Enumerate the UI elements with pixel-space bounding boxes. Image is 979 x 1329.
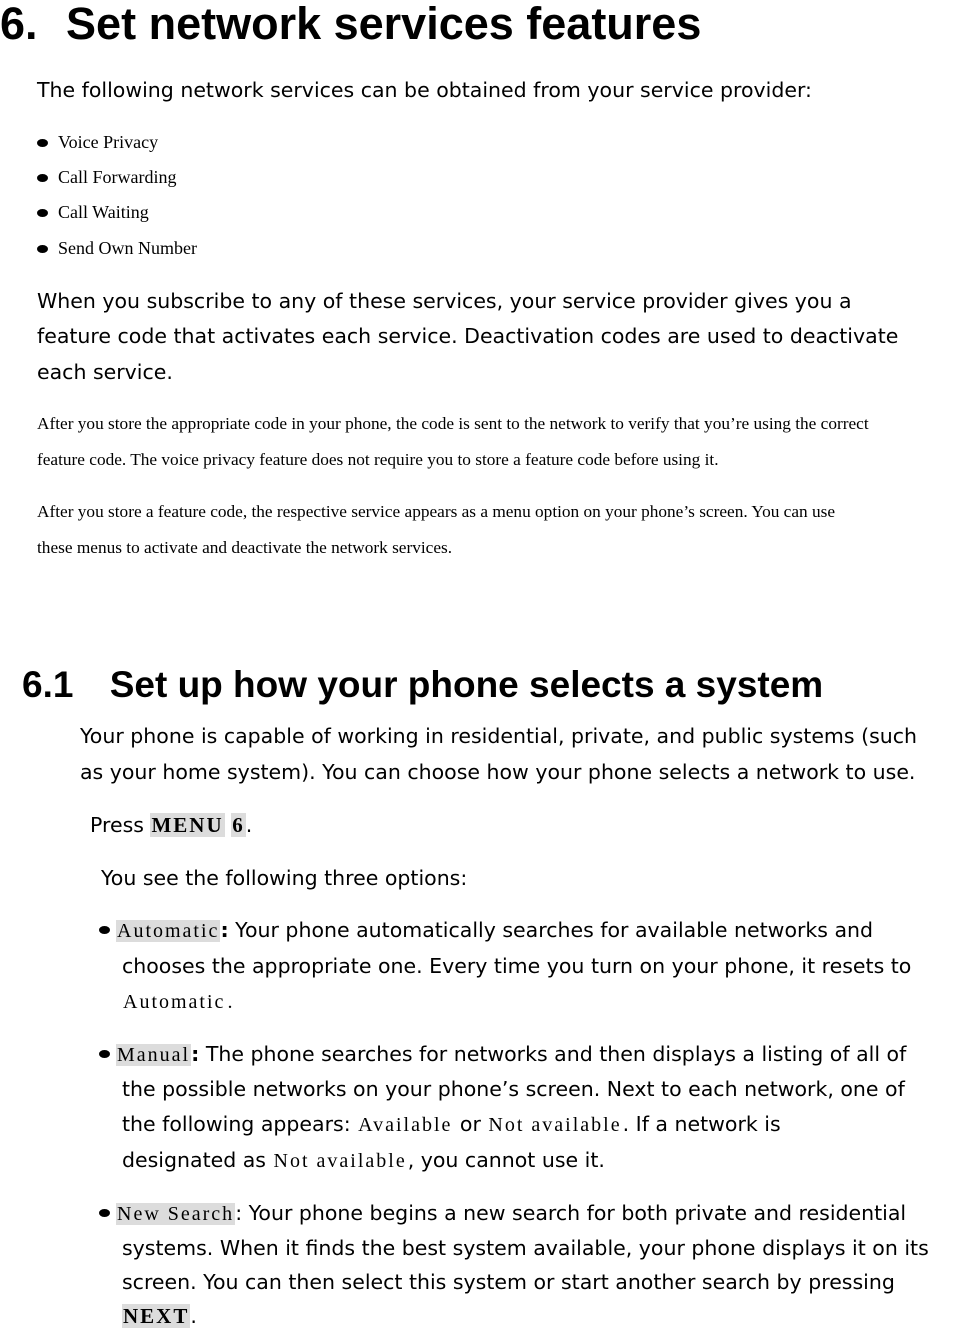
options-intro: You see the following three options: — [101, 866, 468, 890]
option-automatic: Automatic: Your phone automatically searches for available networks and — [99, 918, 873, 943]
paragraph-line: as your home system). You can choose how your phone selects a network to use. — [80, 760, 916, 784]
paragraph-line: each service. — [37, 360, 173, 384]
list-item: Call Waiting — [37, 202, 149, 224]
section-6-intro: The following network services can be obtained from your service provider: — [37, 78, 812, 102]
paragraph-line: the possible networks on your phone’s screen. Next to each network, one of — [122, 1077, 905, 1101]
paragraph-line: feature code. The voice privacy feature does not require you to store a feature code before using it. — [37, 450, 719, 469]
option-manual: Manual: The phone searches for networks and then displays a listing of all of — [99, 1042, 906, 1067]
bullet-icon — [37, 209, 48, 217]
list-item: Send Own Number — [37, 238, 197, 260]
automatic-key: Automatic — [117, 920, 220, 942]
section-6-1-heading — [22, 666, 823, 703]
paragraph-line: chooses the appropriate one. Every time you turn on your phone, it resets to — [122, 954, 912, 978]
new-search-key: New Search — [117, 1203, 235, 1225]
paragraph-line: After you store the appropriate code in your phone, the code is sent to the network to verify that you’re using the correct — [37, 414, 869, 433]
paragraph-line: After you store a feature code, the respective service appears as a menu option on your phone’s screen. You can use — [37, 502, 836, 521]
manual-key: Manual — [117, 1044, 191, 1066]
list-item: Voice Privacy — [37, 132, 158, 154]
press-instruction: Press MENU 6. — [90, 813, 253, 837]
menu-key: MENU — [151, 813, 224, 837]
section-6-number: 6. — [0, 0, 38, 49]
paragraph-line: Your phone is capable of working in residential, private, and public systems (such — [80, 724, 918, 748]
number-key: 6 — [232, 813, 245, 837]
bullet-icon — [99, 1050, 110, 1058]
paragraph-line: these menus to activate and deactivate the network services. — [37, 538, 453, 557]
paragraph-line: the following appears: Available or Not available. If a network is — [122, 1112, 781, 1136]
bullet-icon — [37, 245, 48, 253]
section-6-1-number: 6.1 — [22, 664, 74, 705]
bullet-icon — [37, 139, 48, 147]
section-6-title: Set network services features — [66, 0, 702, 49]
bullet-icon — [37, 174, 48, 182]
paragraph-line: When you subscribe to any of these services, your service provider gives you a — [37, 289, 852, 313]
paragraph-line: NEXT. — [123, 1304, 197, 1328]
list-item: Call Forwarding — [37, 167, 177, 189]
paragraph-line: systems. When it finds the best system available, your phone displays it on its — [122, 1236, 929, 1260]
next-key: NEXT — [123, 1304, 190, 1328]
option-new-search: New Search: Your phone begins a new search for both private and residential — [99, 1201, 906, 1226]
paragraph-line: feature code that activates each service. Deactivation codes are used to deactivate — [37, 324, 899, 348]
paragraph-line: Automatic . — [123, 991, 235, 1013]
section-6-1-title: Set up how your phone selects a system — [109, 664, 824, 705]
bullet-icon — [99, 926, 110, 934]
paragraph-line: designated as Not available, you cannot use it. — [122, 1148, 605, 1172]
section-6-heading — [0, 0, 702, 49]
bullet-icon — [99, 1209, 110, 1217]
paragraph-line: screen. You can then select this system or start another search by pressing — [122, 1270, 895, 1294]
